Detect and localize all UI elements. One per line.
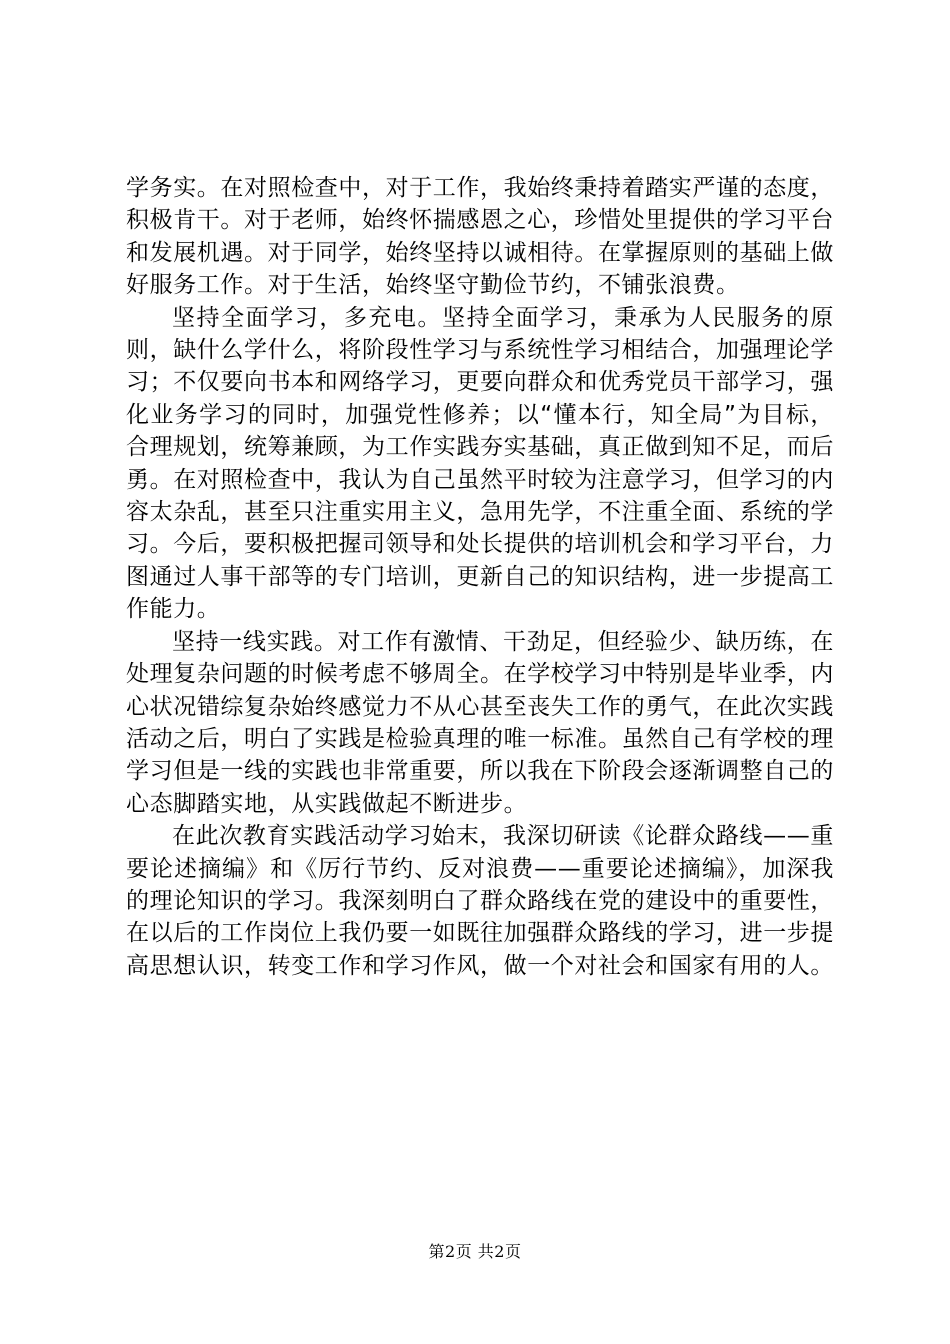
page-footer: 第2页 共2页 xyxy=(428,1242,522,1261)
paragraph-4: 在此次教育实践活动学习始末，我深切研读《论群众路线——重要论述摘编》和《厉行节约、反对浪费——重要论述摘编》，加深我的理论知识的学习。我深刻明白了群众路线在党的建设中的重要性，在以后的工作岗位上我仍要一如既往加强群众路线的学习，进一步提高思想认识，转变工作和学习作风，做一个对社会和国家有用的人。 xyxy=(126,823,834,979)
paragraph-1: 学务实。在对照检查中，对于工作，我始终秉持着踏实严谨的态度，积极肯干。对于老师，始终怀揣感恩之心，珍惜处里提供的学习平台和发展机遇。对于同学，始终坚持以诚相待。在掌握原则的基础上做好服务工作。对于生活，始终坚守勤俭节约，不铺张浪费。 xyxy=(126,175,834,299)
paragraph-2: 坚持全面学习，多充电。坚持全面学习，秉承为人民服务的原则，缺什么学什么，将阶段性学习与系统性学习相结合，加强理论学习；不仅要向书本和网络学习，更要向群众和优秀党员干部学习，强化业务学习的同时，加强党性修养；以“懂本行，知全局”为目标，合理规划，统筹兼顾，为工作实践夯实基础，真正做到知不足，而后勇。在对照检查中，我认为自己虽然平时较为注意学习，但学习的内容太杂乱，甚至只注重实用主义，急用先学，不注重全面、系统的学习。今后，要积极把握司领导和处长提供的培训机会和学习平台，力图通过人事干部等的专门培训，更新自己的知识结构，进一步提高工作能力。 xyxy=(126,304,834,623)
document-body xyxy=(126,172,834,982)
paragraph-3: 坚持一线实践。对工作有激情、干劲足，但经验少、缺历练，在处理复杂问题的时候考虑不够周全。在学校学习中特别是毕业季，内心状况错综复杂始终感觉力不从心甚至丧失工作的勇气，在此次实践活动之后，明白了实践是检验真理的唯一标准。虽然自己有学校的理学习但是一线的实践也非常重要，所以我在下阶段会逐渐调整自己的心态脚踏实地，从实践做起不断进步。 xyxy=(126,628,834,817)
